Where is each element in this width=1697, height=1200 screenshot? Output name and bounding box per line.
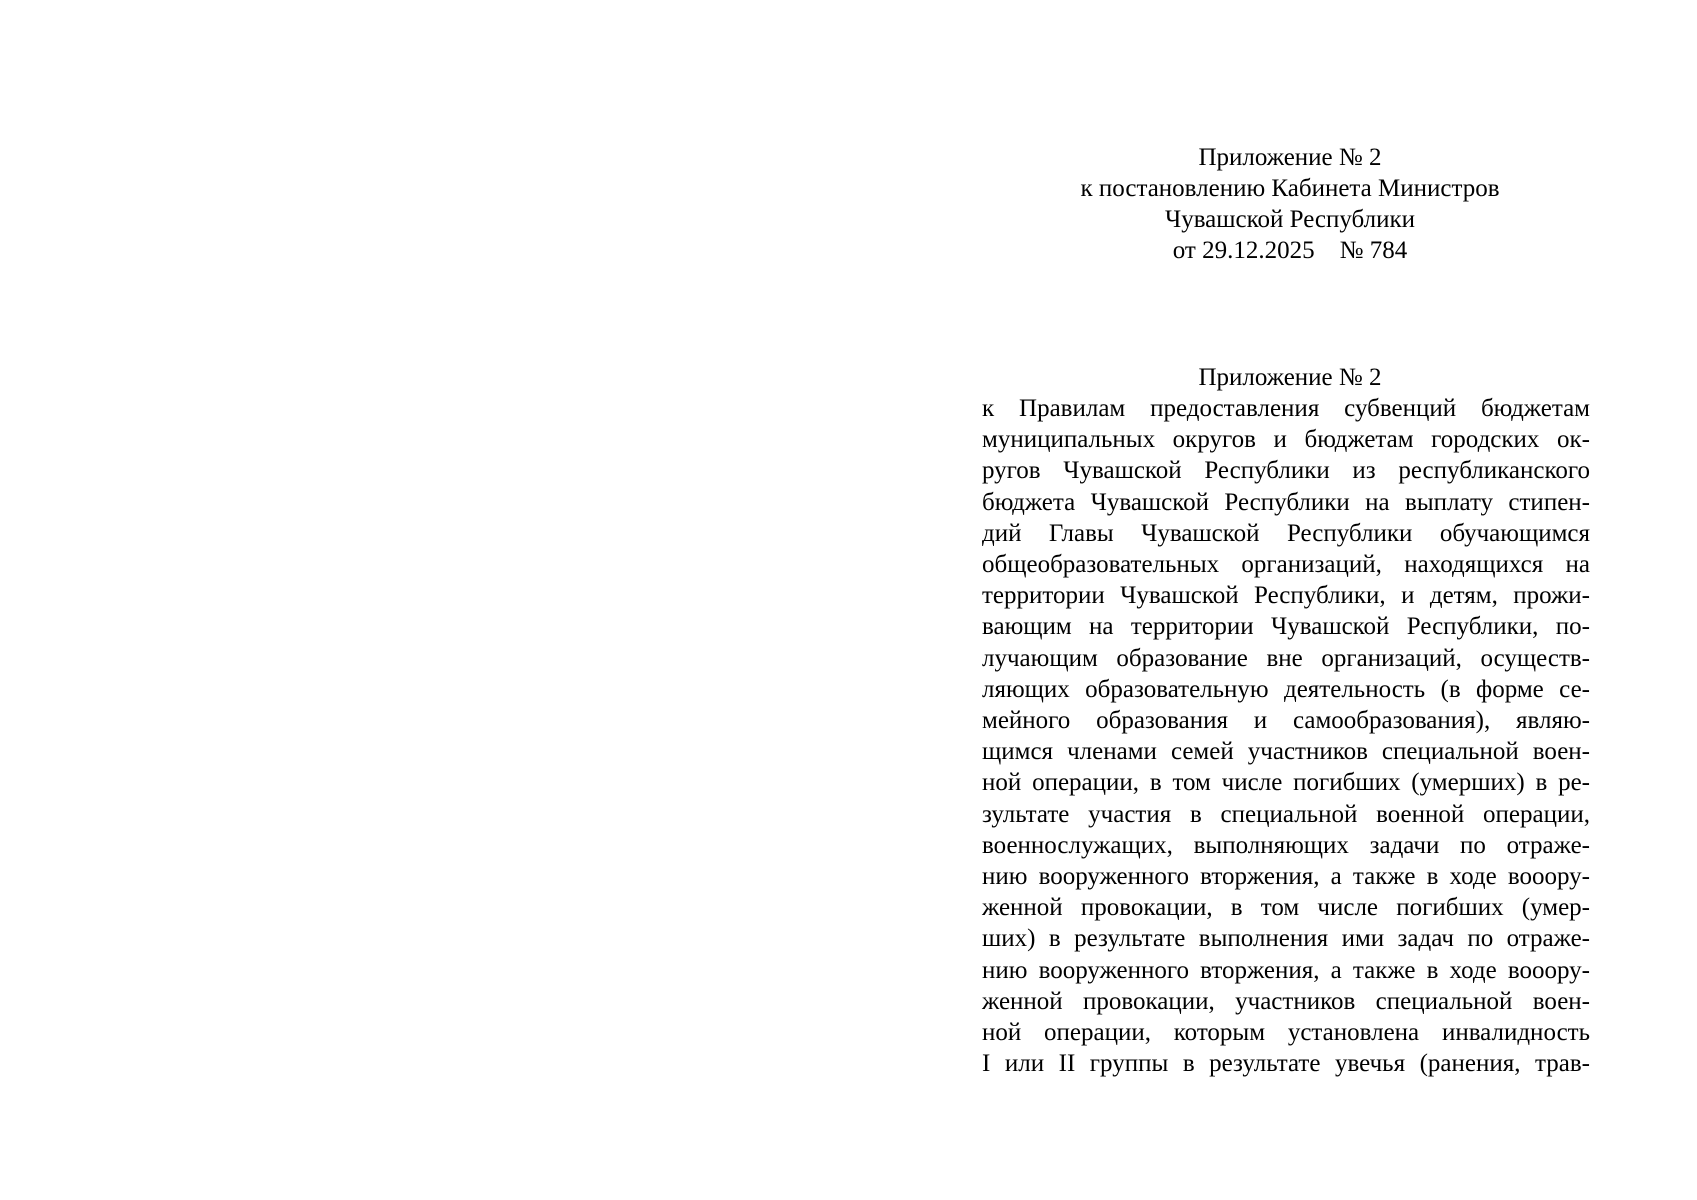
- body-line: нию вооруженного вторжения, а также в ходе вооору-: [982, 863, 1590, 891]
- body-line: нию вооруженного вторжения, а также в ходе вооору-: [982, 956, 1590, 984]
- rules-appendix-body: [982, 393, 1590, 1079]
- body-line: вающим на территории Чувашской Республики, по-: [982, 613, 1590, 641]
- body-line: дий Главы Чувашской Республики обучающимся: [982, 519, 1590, 547]
- body-line: военнослужащих, выполняющих задачи по отраже-: [982, 831, 1590, 859]
- body-line: женной провокации, участников специальной воен-: [982, 987, 1590, 1015]
- body-line: ной операции, в том числе погибших (умерших) в ре-: [982, 769, 1590, 797]
- body-line: лучающим образование вне организаций, осуществ-: [982, 644, 1590, 672]
- body-line: бюджета Чувашской Республики на выплату стипен-: [982, 488, 1590, 516]
- body-line: щимся членами семей участников специальной воен-: [982, 738, 1590, 766]
- body-line: ругов Чувашской Республики из республиканского: [982, 457, 1590, 485]
- header-line-resolution: к постановлению Кабинета Министров: [1080, 175, 1500, 202]
- body-line: ной операции, которым установлена инвалидность: [982, 1019, 1590, 1047]
- body-line: муниципальных округов и бюджетам городских ок-: [982, 426, 1590, 454]
- header-line-appendix-number: Приложение № 2: [1198, 144, 1382, 171]
- body-line: ших) в результате выполнения ими задач по отраже-: [982, 925, 1590, 953]
- body-line: I или II группы в результате увечья (ранения, трав-: [982, 1050, 1590, 1078]
- body-line: территории Чувашской Республики, и детям, прожи-: [982, 582, 1590, 610]
- body-line: общеобразовательных организаций, находящихся на: [982, 551, 1590, 579]
- resolution-appendix-header: [1050, 142, 1530, 266]
- body-line: зультате участия в специальной военной операции,: [982, 800, 1590, 828]
- rules-appendix-title: Приложение № 2: [1198, 364, 1382, 391]
- body-line: к Правилам предоставления субвенций бюджетам: [982, 395, 1590, 422]
- header-line-republic: Чувашской Республики: [1164, 206, 1416, 233]
- body-line: женной провокации, в том числе погибших (умер-: [982, 894, 1590, 922]
- body-line: мейного образования и самообразования), являю-: [982, 707, 1590, 735]
- body-line: ляющих образовательную деятельность (в форме се-: [982, 675, 1590, 703]
- header-line-date-number: от 29.12.2025 № 784: [1172, 237, 1408, 264]
